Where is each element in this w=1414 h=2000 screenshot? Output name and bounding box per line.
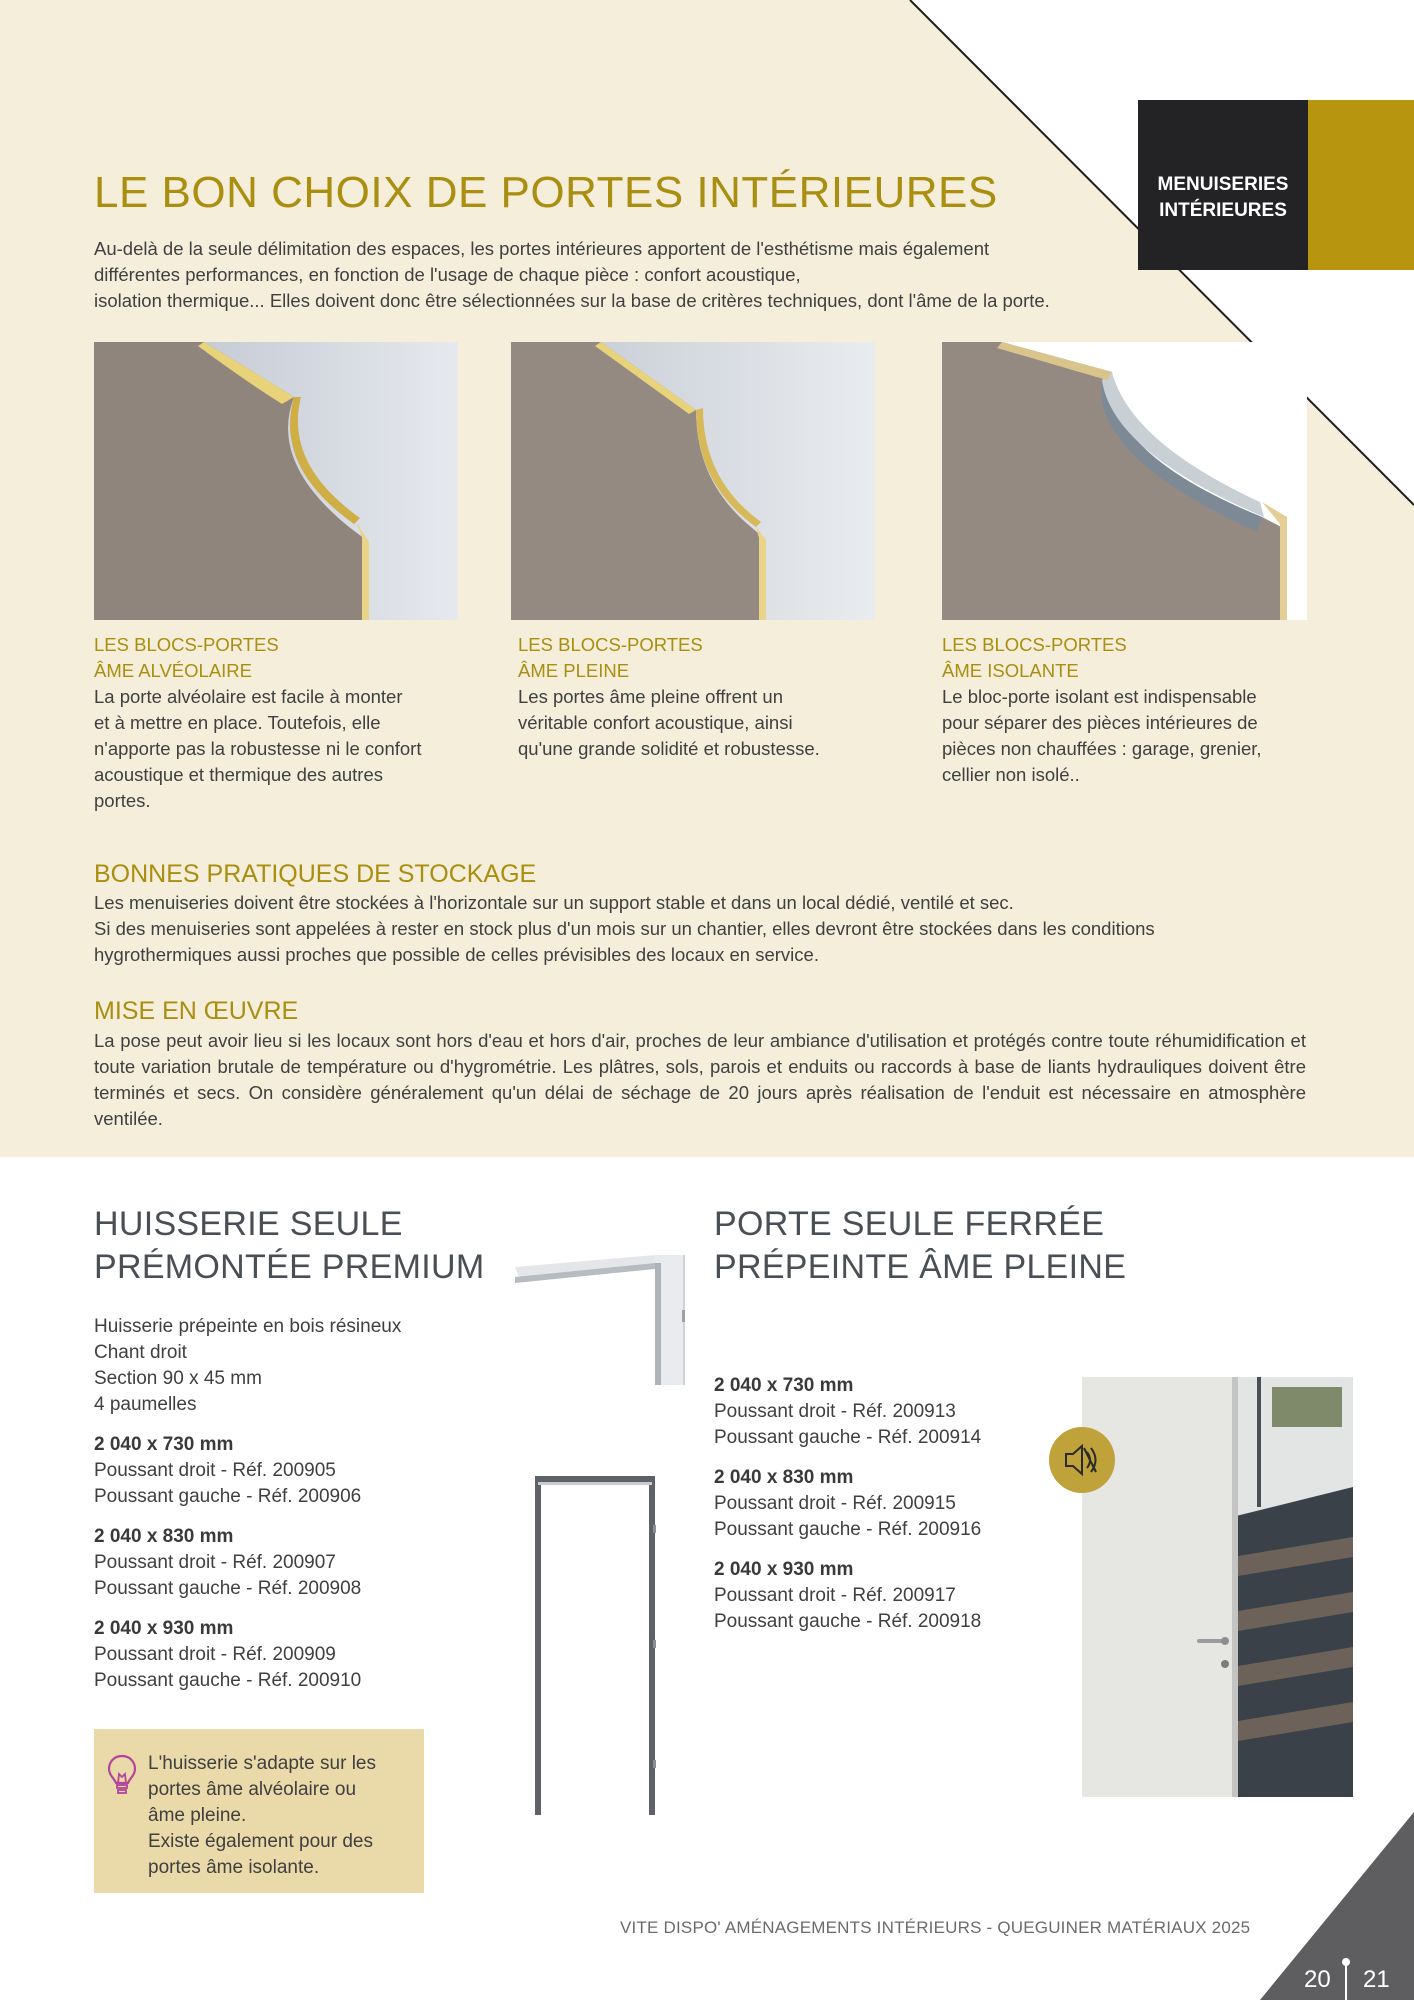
- storage-paragraph: Les menuiseries doivent être stockées à l'horizontale sur un support stable et dans un local dédié, ventilé et sec. Si des menuiseries sont appelées à rester en stock plus d'un mois sur un chantier, elles devront être stockées dans les conditions hygrothermiques aussi proches que possible de celles prévisibles des locaux en service.: [94, 892, 1155, 965]
- huisserie-size-group: 2 040 x 830 mm Poussant droit - Réf. 200907 Poussant gauche - Réf. 200908: [94, 1526, 362, 1599]
- page-title: LE BON CHOIX DE PORTES INTÉRIEURES: [94, 168, 998, 217]
- door-type-isolante: [942, 632, 1322, 788]
- installation-heading: MISE EN ŒUVRE: [94, 997, 299, 1025]
- door-type-alveolaire: [94, 632, 474, 814]
- category-badge-accent: [1308, 100, 1414, 270]
- huisserie-size-group: 2 040 x 730 mm Poussant droit - Réf. 200905 Poussant gauche - Réf. 200906: [94, 1434, 362, 1507]
- huisserie-size-group: 2 040 x 930 mm Poussant droit - Réf. 200909 Poussant gauche - Réf. 200910: [94, 1618, 362, 1691]
- porte-title: PORTE SEULE FERRÉE PRÉPEINTE ÂME PLEINE: [714, 1205, 1127, 1286]
- door-core-pleine-image: [511, 342, 875, 620]
- huisserie-description: Huisserie prépeinte en bois résineux Chant droit Section 90 x 45 mm 4 paumelles: [94, 1316, 402, 1415]
- porte-size-group: 2 040 x 730 mm Poussant droit - Réf. 200913 Poussant gauche - Réf. 200914: [714, 1375, 982, 1448]
- door-core-isolante-image: [942, 342, 1307, 620]
- footer-text: VITE DISPO' AMÉNAGEMENTS INTÉRIEURS - QUEGUINER MATÉRIAUX 2025: [620, 1918, 1251, 1937]
- porte-size-group: 2 040 x 830 mm Poussant droit - Réf. 200915 Poussant gauche - Réf. 200916: [714, 1467, 982, 1540]
- huisserie-specs: [94, 1314, 484, 1708]
- intro-paragraph: Au-delà de la seule délimitation des espaces, les portes intérieures apportent de l'esthétisme mais également différentes performances, en fonction de l'usage de chaque pièce : confort acoustique, isolation thermique... Elles doivent donc être sélectionnées sur la base de critères techniques, dont l'âme de la porte.: [94, 238, 1050, 311]
- category-badge-label: MENUISERIES INTÉRIEURES: [1157, 174, 1289, 221]
- storage-heading: BONNES PRATIQUES DE STOCKAGE: [94, 860, 537, 888]
- installation-paragraph: La pose peut avoir lieu si les locaux sont hors d'eau et hors d'air, proches de leur ambiance d'utilisation et protégés contre toute réhumidification et toute variation brutale de température ou d'hygrométrie. Les plâtres, sols, parois et enduits ou raccords à base de liants hydrauliques doivent être terminés et secs. On considère généralement qu'un délai de séchage de 20 jours après réalisation de l'enduit est nécessaire en atmosphère ventilée.: [94, 1030, 1306, 1129]
- lightbulb-icon: [106, 1753, 138, 1797]
- huisserie-title: HUISSERIE SEULE PRÉMONTÉE PREMIUM: [94, 1205, 485, 1286]
- door-type-kicker: LES BLOCS-PORTES: [518, 634, 703, 655]
- door-type-description: Les portes âme pleine offrent un véritable confort acoustique, ainsi qu'une grande solidité et robustesse.: [518, 686, 820, 759]
- door-type-name: ÂME ISOLANTE: [942, 660, 1079, 681]
- door-type-kicker: LES BLOCS-PORTES: [94, 634, 279, 655]
- page-number-right: 21: [1363, 1966, 1390, 1993]
- frame-full-image: [535, 1470, 675, 1815]
- door-type-name: ÂME ALVÉOLAIRE: [94, 660, 252, 681]
- door-type-description: Le bloc-porte isolant est indispensable pour séparer des pièces intérieures de pièces non chauffées : garage, grenier, cellier non isolé..: [942, 686, 1262, 785]
- door-type-kicker: LES BLOCS-PORTES: [942, 634, 1127, 655]
- tip-box: [94, 1729, 424, 1893]
- door-type-name: ÂME PLEINE: [518, 660, 630, 681]
- porte-specs: [714, 1373, 1054, 1649]
- door-core-alveolaire-image: [94, 342, 458, 620]
- tip-text: L'huisserie s'adapte sur les portes âme alvéolaire ou âme pleine. Existe également pour des portes âme isolante.: [148, 1753, 376, 1878]
- door-photo: [1082, 1377, 1353, 1797]
- frame-corner-image: [515, 1255, 685, 1385]
- porte-size-group: 2 040 x 930 mm Poussant droit - Réf. 200917 Poussant gauche - Réf. 200918: [714, 1559, 982, 1632]
- page-number-left: 20: [1304, 1966, 1331, 1993]
- page-corner: [1260, 1812, 1414, 2000]
- door-type-pleine: [518, 632, 898, 762]
- door-type-description: La porte alvéolaire est facile à monter et à mettre en place. Toutefois, elle n'apporte pas la robustesse ni le confort acoustique et thermique des autres portes.: [94, 686, 422, 811]
- acoustic-icon: [1048, 1426, 1116, 1494]
